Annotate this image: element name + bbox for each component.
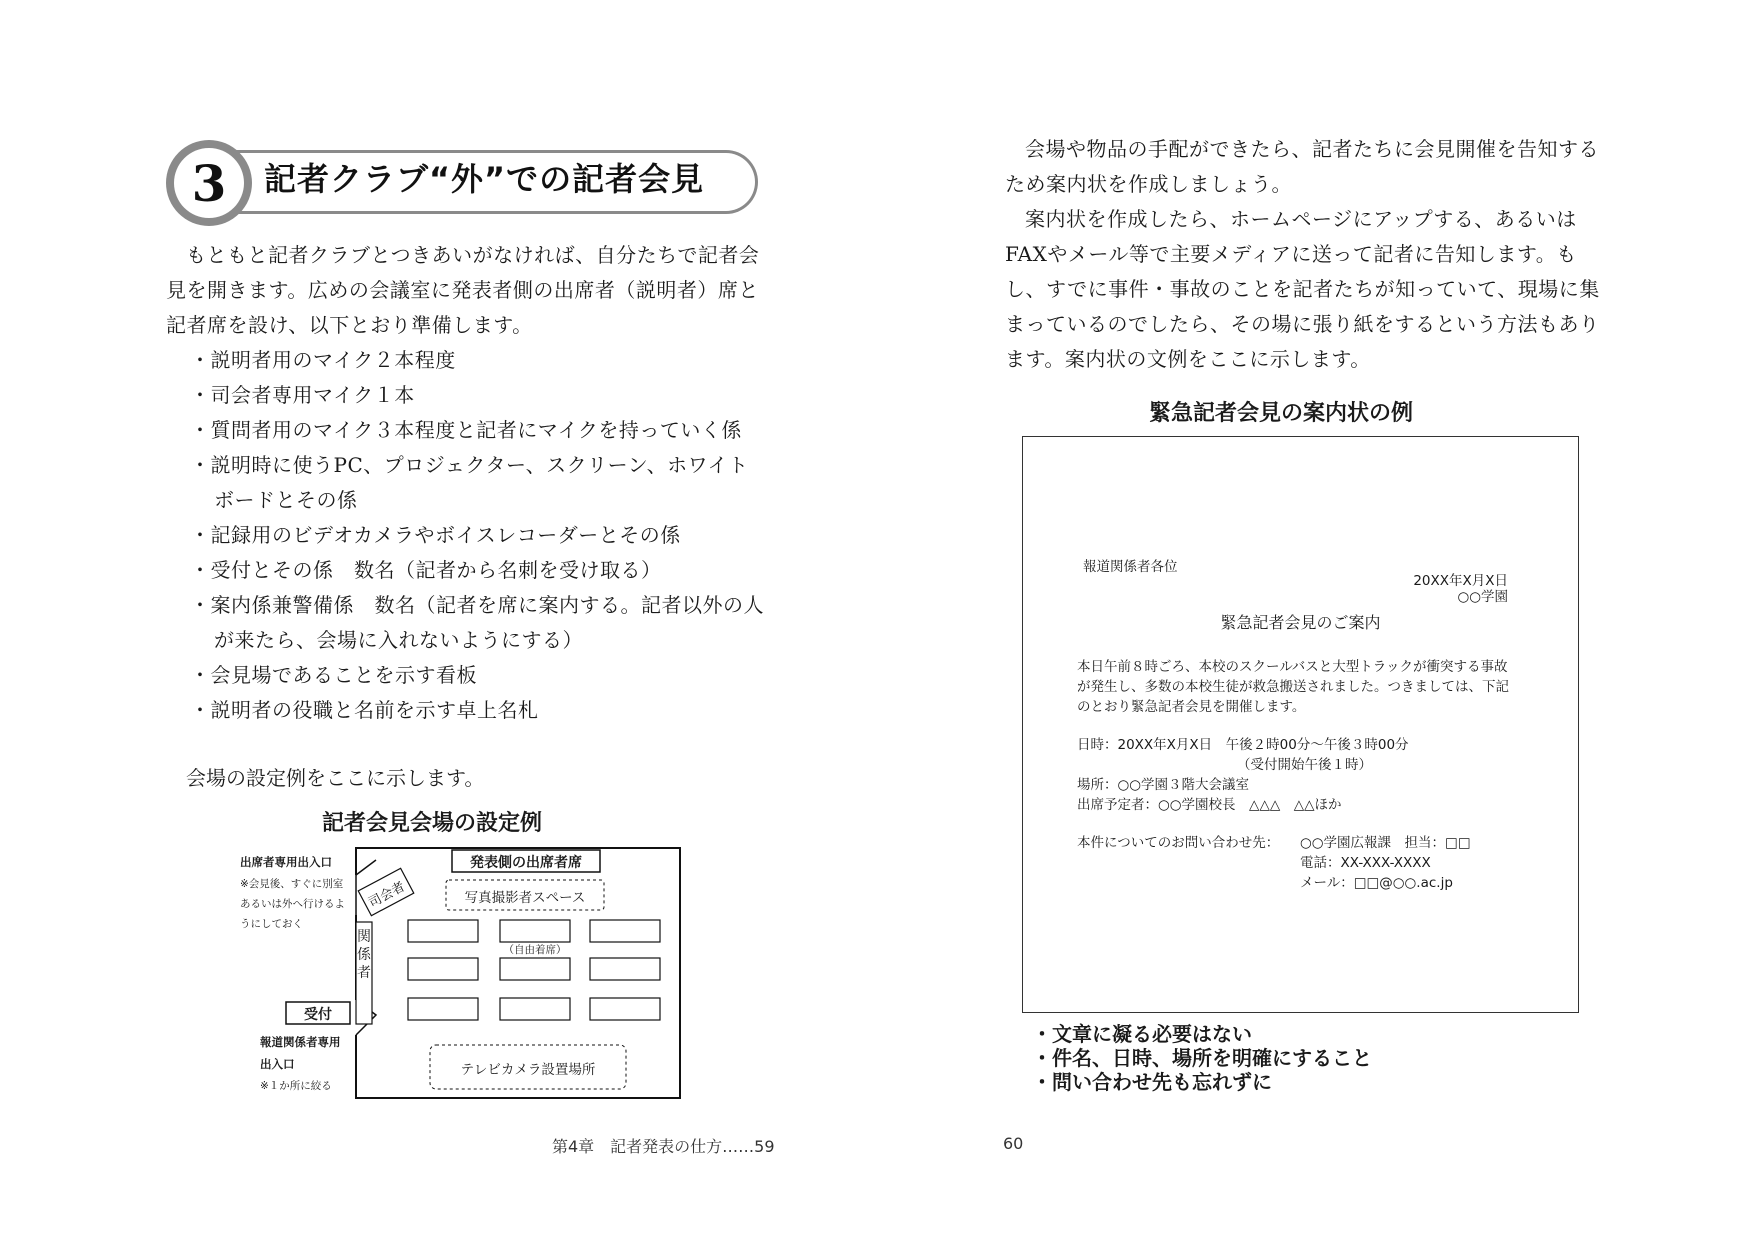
left-footer: 第4章 記者発表の仕方……59	[552, 1137, 775, 1156]
notice-reception-time: （受付開始午後１時）	[1237, 757, 1372, 773]
press-entrance-label: 出入口	[260, 1057, 295, 1071]
section-number-badge	[166, 140, 252, 226]
left-body	[166, 238, 766, 728]
speaker-entrance-note: ※会見後、すぐに別室	[240, 878, 344, 890]
list-item: ・説明者の役職と名前を示す卓上名札	[190, 698, 539, 722]
photo-space-label: 写真撮影者スペース	[464, 890, 586, 906]
notice-date: 20XX年X月X日	[1413, 573, 1508, 589]
notice-body-line: のとおり緊急記者会見を開催します。	[1077, 699, 1306, 715]
intro-paragraph: もともと記者クラブとつきあいがなければ、自分たちで記者会見を開きます。広めの会議室に発表者側の出席者（説明者）席と記者席を設け、以下とおり準備します。	[166, 243, 760, 337]
venue-diagram	[238, 840, 688, 1100]
list-item: ・受付とその係 数名（記者から名刺を受け取る）	[190, 558, 662, 582]
list-item: ・質問者用のマイク３本程度と記者にマイクを持っていく係	[190, 418, 742, 442]
tips-list	[1032, 1022, 1372, 1094]
presenter-seats-label: 発表側の出席者席	[470, 855, 582, 871]
notice-place: 場所：○○学園３階大会議室	[1077, 777, 1250, 793]
right-footer: 60	[1003, 1134, 1024, 1153]
right-body	[1005, 132, 1605, 377]
list-item: ・会見場であることを示す看板	[190, 663, 477, 687]
section-header	[166, 140, 758, 226]
notice-contact-phone: 電話：XX-XXX-XXXX	[1300, 855, 1431, 871]
notice-figure-title: 緊急記者会見の案内状の例	[1149, 401, 1414, 426]
reception-label: 受付	[304, 1007, 332, 1023]
intro-paragraph: 案内状を作成したら、ホームページにアップする、あるいはFAXやメール等で主要メディアに送って記者に告知します。もし、すでに事件・事故のことを記者たちが知っていて、現場に集まっているのでしたら、その場に張り紙をするという方法もあります。案内状の文例をここに示します。	[1005, 207, 1600, 371]
list-item: ・説明時に使うPC、プロジェクター、スクリーン、ホワイトボードとその係	[190, 453, 749, 512]
mc-label: 司会者	[366, 879, 408, 912]
tip-item: ・件名、日時、場所を明確にすること	[1032, 1046, 1372, 1070]
notice-body-line: が発生し、多数の本校生徒が救急搬送されました。つきましては、下記	[1077, 679, 1509, 695]
notice-attendees: 出席予定者：○○学園校長 △△△ △△ほか	[1077, 797, 1342, 813]
notice-heading: 緊急記者会見のご案内	[1220, 613, 1381, 632]
notice-contact-dept: ○○学園広報課 担当：□□	[1300, 835, 1471, 851]
free-seating-label: （自由着席）	[503, 944, 567, 956]
speaker-entrance-note: あるいは外へ行けるよ	[240, 898, 345, 910]
notice-datetime: 日時：20XX年X月X日 午後２時00分〜午後３時00分	[1077, 737, 1409, 753]
right-page	[877, 0, 1755, 1240]
press-entrance-label: 報道関係者専用	[260, 1035, 341, 1049]
notice-sender: ○○学園	[1457, 589, 1508, 605]
notice-addressee: 報道関係者各位	[1083, 559, 1178, 575]
venue-figure-title: 記者会見会場の設定例	[322, 811, 543, 836]
venue-intro: 会場の設定例をここに示します。	[186, 766, 485, 790]
section-number: 3	[174, 148, 244, 218]
list-item: ・説明者用のマイク２本程度	[190, 348, 456, 372]
press-entrance-note: ※１か所に絞る	[260, 1080, 332, 1092]
speaker-entrance-label: 出席者専用出入口	[240, 855, 332, 869]
left-page	[0, 0, 877, 1240]
staff-label: 関係者	[357, 929, 371, 981]
list-item: ・司会者専用マイク１本	[190, 383, 415, 407]
speaker-entrance-note: うにしておく	[240, 918, 303, 930]
notice-example	[1022, 436, 1579, 1013]
list-item: ・記録用のビデオカメラやボイスレコーダーとその係	[190, 523, 681, 547]
section-title: 記者クラブ“外”での記者会見	[264, 160, 705, 198]
notice-contact-label: 本件についてのお問い合わせ先：	[1077, 835, 1280, 851]
notice-body-line: 本日午前８時ごろ、本校のスクールバスと大型トラックが衝突する事故	[1077, 659, 1508, 675]
intro-paragraph: 会場や物品の手配ができたら、記者たちに会見開催を告知するため案内状を作成しましょう。	[1005, 137, 1599, 196]
tv-camera-label: テレビカメラ設置場所	[460, 1062, 596, 1078]
list-item: ・案内係兼警備係 数名（記者を席に案内する。記者以外の人が来たら、会場に入れないようにする）	[190, 593, 764, 652]
tip-item: ・文章に凝る必要はない	[1032, 1022, 1252, 1046]
notice-contact-mail: メール：□□@○○.ac.jp	[1300, 875, 1453, 891]
tip-item: ・問い合わせ先も忘れずに	[1032, 1070, 1272, 1094]
preparation-list	[166, 343, 766, 728]
